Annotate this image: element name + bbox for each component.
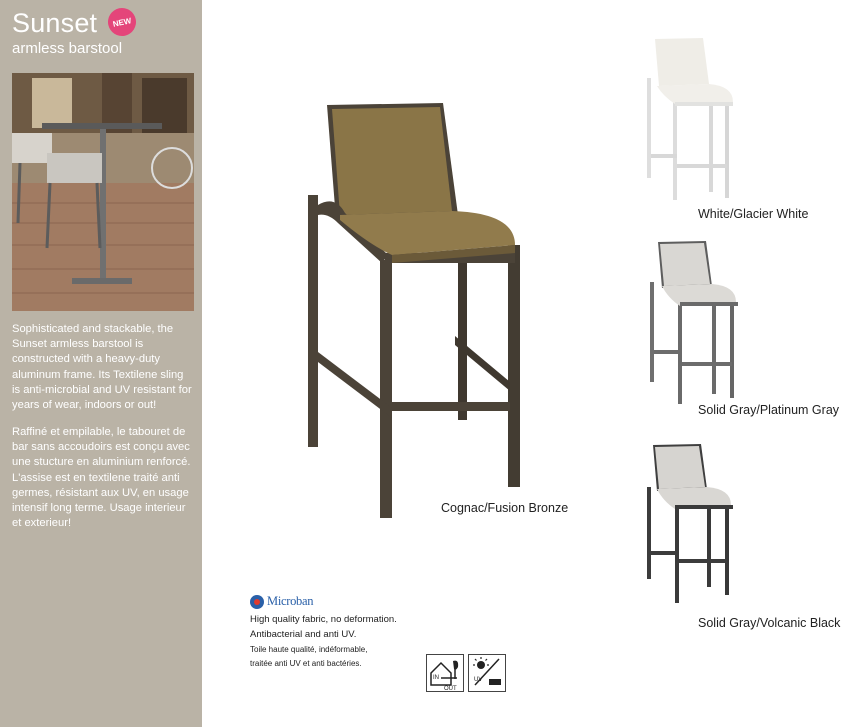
sidebar bbox=[0, 0, 202, 727]
feature-en-line-2: Antibacterial and anti UV. bbox=[250, 629, 357, 640]
variant-image-white bbox=[643, 36, 738, 207]
new-badge: NEW bbox=[105, 5, 138, 38]
product-title: Sunset bbox=[12, 8, 98, 38]
product-subtitle: armless barstool bbox=[12, 40, 123, 57]
microban-logo bbox=[250, 594, 313, 609]
microban-mark-icon bbox=[250, 595, 264, 609]
out-text: OUT bbox=[444, 686, 457, 691]
description-french: Raffiné et empilable, le tabouret de bar sans accoudoirs est conçu avec une stucture en aluminium renforcé. L'assise est en textilene traité anti germes, résistant aux UV, en usage intensif long terme. Usage interieur et exterieur! bbox=[12, 426, 191, 530]
variant-image-platinum-gray bbox=[648, 240, 743, 411]
in-text: IN bbox=[433, 675, 439, 681]
variant-label-volcanic-black: Solid Gray/Volcanic Black bbox=[698, 616, 841, 630]
feature-fr-line-2: traitée anti UV et anti bactéries. bbox=[250, 659, 362, 668]
feature-fr-line-1: Toile haute qualité, indéformable, bbox=[250, 645, 368, 654]
feature-en-line-1: High quality fabric, no deformation. bbox=[250, 614, 397, 625]
uv-text: UV bbox=[474, 677, 483, 683]
variant-label-cognac: Cognac/Fusion Bronze bbox=[441, 501, 569, 515]
variant-label-platinum-gray: Solid Gray/Platinum Gray bbox=[698, 403, 840, 417]
microban-logo-text: Microban bbox=[267, 594, 314, 608]
variant-label-white: White/Glacier White bbox=[698, 207, 809, 221]
description-english: Sophisticated and stackable, the Sunset armless barstool is constructed with a heavy-duty aluminum frame. Its Textilene sling is anti-microbial and UV resistant for years of wear, indoors or out! bbox=[12, 323, 192, 412]
variant-image-volcanic-black bbox=[645, 443, 740, 614]
hero-barstool-image bbox=[300, 95, 540, 520]
lifestyle-photo bbox=[12, 73, 194, 311]
uv-resistant-icon bbox=[468, 654, 506, 692]
indoor-outdoor-icon bbox=[426, 654, 464, 692]
